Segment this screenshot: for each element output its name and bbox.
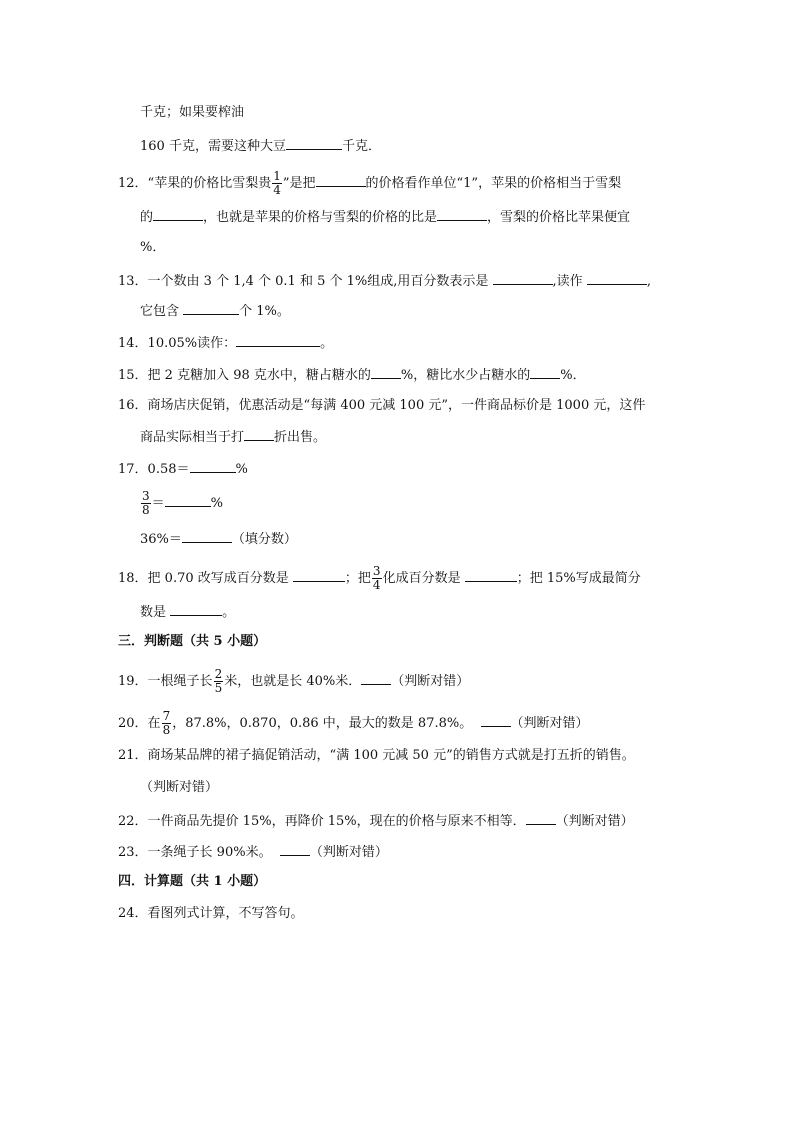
q18-text-a: 把 0.70 改写成百分数是 xyxy=(147,571,289,586)
q15-text-a: 把 2 克糖加入 98 克水中，糖占糖水的 xyxy=(147,368,371,383)
q13-text-b: ,读作 xyxy=(552,274,583,289)
q24-text-a: 看图列式计算，不写答句。 xyxy=(147,906,304,921)
q17-blank-1[interactable] xyxy=(190,458,236,473)
q18-blank-2[interactable] xyxy=(465,567,517,582)
q18-fraction xyxy=(372,565,382,592)
q20-line xyxy=(118,710,589,737)
q12-text-c: 的价格看作单位“1”，苹果的价格相当于雪梨 xyxy=(365,176,622,191)
q15-blank-1[interactable] xyxy=(371,364,401,379)
q21-text-a: 商场某品牌的裙子搞促销活动，“满 100 元减 50 元”的销售方式就是打五折的销售。 xyxy=(147,748,635,763)
q17-frac-den: 8 xyxy=(142,503,150,517)
q19-blank[interactable] xyxy=(361,670,391,685)
q11-text-2a: 160 千克，需要这种大豆 xyxy=(140,139,286,154)
q17-number: 17． xyxy=(118,462,148,477)
q16-text-a: 商场店庆促销，优惠活动是“每满 400 元减 100 元”，一件商品标价是 1000 元，这件 xyxy=(147,398,646,413)
q17-fraction xyxy=(141,490,151,517)
q16-text-c: 折出售。 xyxy=(274,430,327,445)
q13-line2 xyxy=(140,300,290,322)
q15-blank-2[interactable] xyxy=(530,364,560,379)
q12-text-b: ”是把 xyxy=(282,176,316,191)
q19-line xyxy=(118,668,469,695)
q17-frac-num: 3 xyxy=(142,489,150,503)
q15-text-c: %． xyxy=(560,368,586,383)
q21-number: 21． xyxy=(118,748,148,763)
q12-frac-num: 1 xyxy=(273,169,281,183)
q12-line3 xyxy=(140,238,165,258)
q22-blank[interactable] xyxy=(526,810,556,825)
q18-text-e: 数是 xyxy=(140,605,167,620)
q12-blank-2[interactable] xyxy=(153,206,203,221)
q19-frac-num: 2 xyxy=(214,667,223,681)
q17-line3 xyxy=(140,528,297,550)
q18-number: 18． xyxy=(118,571,148,586)
q14-blank[interactable] xyxy=(236,332,320,347)
q11-line1 xyxy=(140,103,244,123)
q21-line1 xyxy=(118,746,635,766)
section-4-heading: 四．计算题（共 1 小题） xyxy=(118,874,267,889)
q16-line2 xyxy=(140,426,326,448)
q15-number: 15． xyxy=(118,368,148,383)
q18-text-f: 。 xyxy=(222,605,236,620)
q13-blank-3[interactable] xyxy=(183,300,239,315)
q13-number: 13． xyxy=(118,274,148,289)
q20-text-b: ，87.8%，0.870，0.86 中，最大的数是 87.8%。 xyxy=(172,716,473,731)
q22-text-a: 一件商品先提价 15%，再降价 15%，现在的价格与原来不相等． xyxy=(147,814,526,829)
q21-text-b: （判断对错） xyxy=(140,780,219,795)
q23-text-b: （判断对错） xyxy=(309,845,388,860)
q13-text-e: 个 1%。 xyxy=(239,304,290,319)
q12-line1 xyxy=(118,170,621,197)
q23-text-a: 一条绳子长 90%米。 xyxy=(147,845,272,860)
q12-text-a: “苹果的价格比雪梨贵 xyxy=(147,176,272,191)
q14-number: 14． xyxy=(118,336,148,351)
q22-line xyxy=(118,810,634,832)
q20-blank[interactable] xyxy=(481,712,511,727)
q11-line2 xyxy=(140,135,381,157)
q19-number: 19． xyxy=(118,674,148,689)
q12-text-e: ，也就是苹果的价格与雪梨的价格的比是 xyxy=(203,210,438,225)
q14-line xyxy=(118,332,333,354)
q16-blank[interactable] xyxy=(244,426,274,441)
q12-fraction xyxy=(272,170,282,197)
q12-text-f: ，雪梨的价格比苹果便宜 xyxy=(487,210,631,225)
q18-line2 xyxy=(140,601,235,623)
q12-blank-1[interactable] xyxy=(316,172,366,187)
q18-frac-num: 3 xyxy=(372,564,381,578)
q20-text-c: （判断对错） xyxy=(510,716,589,731)
q20-frac-den: 8 xyxy=(162,723,171,737)
q12-frac-den: 4 xyxy=(273,183,281,197)
q19-text-b: 米，也就是长 40%米． xyxy=(224,674,362,689)
q16-text-b: 商品实际相当于打 xyxy=(140,430,245,445)
q17-text-d: % xyxy=(210,496,224,511)
q15-text-b: %，糖比水少占糖水的 xyxy=(400,368,531,383)
q17-line2 xyxy=(140,490,223,517)
q18-text-b: ；把 xyxy=(344,571,371,586)
q18-frac-den: 4 xyxy=(372,578,381,592)
q23-line xyxy=(118,841,388,863)
q13-text-c: , xyxy=(646,274,651,289)
q20-fraction xyxy=(162,710,172,737)
q23-blank[interactable] xyxy=(280,841,310,856)
q16-line1 xyxy=(118,396,645,416)
q13-blank-2[interactable] xyxy=(587,270,647,285)
q24-number: 24． xyxy=(118,906,148,921)
q19-text-a: 一根绳子长 xyxy=(147,674,213,689)
q11-text-1: 千克；如果要榨油 xyxy=(140,105,245,120)
q13-text-a: 一个数由 3 个 1,4 个 0.1 和 5 个 1%组成,用百分数表示是 xyxy=(147,274,489,289)
q13-blank-1[interactable] xyxy=(493,270,553,285)
q17-text-c: ＝ xyxy=(151,496,165,511)
q20-text-a: 在 xyxy=(147,716,161,731)
q22-number: 22． xyxy=(118,814,148,829)
q17-text-b: % xyxy=(235,462,248,477)
q12-line2 xyxy=(140,206,630,228)
q22-text-b: （判断对错） xyxy=(555,814,634,829)
q24-line xyxy=(118,904,304,924)
q17-text-f: （填分数） xyxy=(231,532,297,547)
q17-blank-3[interactable] xyxy=(182,528,232,543)
q12-text-d: 的 xyxy=(140,210,154,225)
q11-text-2b: 千克． xyxy=(341,139,381,154)
q16-number: 16． xyxy=(118,398,148,413)
q17-blank-2[interactable] xyxy=(165,492,211,507)
q18-line1 xyxy=(118,565,641,592)
q20-frac-num: 7 xyxy=(162,709,171,723)
q19-text-c: （判断对错） xyxy=(391,674,470,689)
q12-blank-3[interactable] xyxy=(437,206,487,221)
q11-answer-blank[interactable] xyxy=(286,135,342,150)
q18-text-c: 化成百分数是 xyxy=(382,571,461,586)
q12-number: 12． xyxy=(118,176,148,191)
section-3-heading: 三．判断题（共 5 小题） xyxy=(118,634,267,649)
q19-fraction xyxy=(214,668,224,695)
q18-blank-1[interactable] xyxy=(293,567,345,582)
q13-text-d: 它包含 xyxy=(140,304,180,319)
q17-text-e: 36%＝ xyxy=(140,532,182,547)
q18-text-d: ；把 15%写成最简分 xyxy=(516,571,641,586)
q14-text-b: 。 xyxy=(320,336,334,351)
q18-blank-3[interactable] xyxy=(170,601,222,616)
q19-frac-den: 5 xyxy=(214,681,223,695)
q20-number: 20． xyxy=(118,716,148,731)
q12-text-g: %． xyxy=(140,240,166,255)
q15-line xyxy=(118,364,586,386)
q17-line1 xyxy=(118,458,248,480)
q21-line2 xyxy=(140,778,218,798)
q23-number: 23． xyxy=(118,845,148,860)
q14-text-a: 10.05%读作： xyxy=(147,336,237,351)
q13-line1 xyxy=(118,270,651,292)
q17-text-a: 0.58＝ xyxy=(147,462,190,477)
